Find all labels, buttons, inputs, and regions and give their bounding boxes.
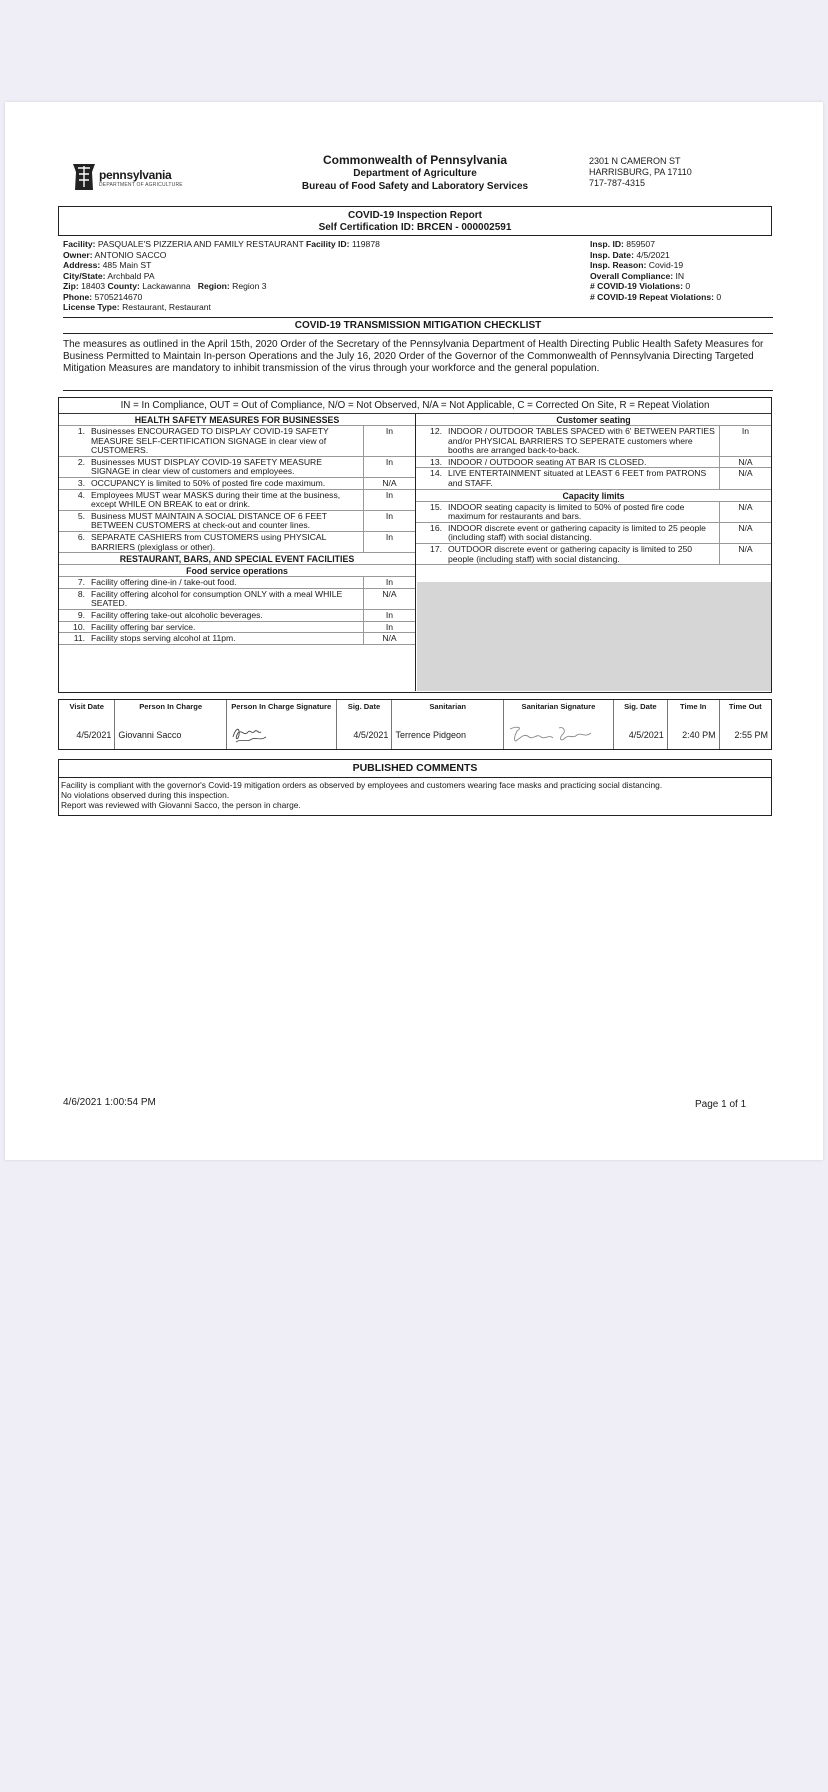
- divider: [63, 390, 773, 391]
- checklist-item: [416, 544, 771, 565]
- item-number: 6.: [77, 531, 85, 542]
- item-status: N/A: [363, 633, 415, 644]
- time-out: 2:55 PM: [734, 729, 768, 740]
- item-status: In: [363, 532, 415, 552]
- item-group: [416, 502, 771, 566]
- checklist-intro: The measures as outlined in the April 15th, 2020 Order of the Secretary of the Pennsylvania Department of Health Directing Public Health Safety Measures for Business Permitted to Maintain In-person Operations and the July 16, 2020 Order of the Governor of the Commonwealth of Pennsylvania Directing Targeted Mitigation Measures are mandatory to inhibit transmission of the virus through your workforce and the general population.: [63, 339, 764, 374]
- col-header: Sanitarian Signature: [504, 700, 614, 720]
- item-number: 16.: [430, 522, 442, 533]
- checklist-title: COVID-19 TRANSMISSION MITIGATION CHECKLIST: [294, 320, 542, 331]
- item-number: 17.: [430, 543, 442, 554]
- item-status: N/A: [719, 544, 771, 564]
- region: Region 3: [232, 281, 267, 291]
- item-number: 9.: [77, 609, 85, 620]
- page-number: Page 1 of 1: [695, 1099, 747, 1110]
- item-text: Business MUST MAINTAIN A SOCIAL DISTANCE OF 6 FEET BETWEEN CUSTOMERS at check-out and counter lines.: [91, 510, 327, 531]
- item-status: N/A: [719, 468, 771, 488]
- item-status: N/A: [719, 502, 771, 522]
- item-status: In: [363, 490, 415, 510]
- compliance-legend: IN = In Compliance, OUT = Out of Compliance, N/O = Not Observed, N/A = Not Applicable, C = Corrected On Site, R = Repeat Violation: [120, 400, 710, 411]
- zip: 18403: [81, 281, 106, 291]
- logo-wordmark: pennsylvania: [99, 168, 172, 182]
- col-header: Person In Charge: [115, 700, 227, 720]
- item-text: LIVE ENTERTAINMENT situated at LEAST 6 FEET from PATRONS and STAFF.: [448, 468, 707, 488]
- checklist-item: [416, 502, 771, 523]
- item-text: INDOOR discrete event or gathering capacity is limited to 25 people (including staff) with social distancing.: [448, 522, 706, 543]
- item-number: 10.: [73, 621, 85, 632]
- inspection-report-page: [5, 102, 823, 1160]
- checklist-item: [59, 589, 415, 610]
- col-header: Time In: [667, 700, 719, 720]
- checklist-item: [416, 468, 771, 489]
- checklist-item: [59, 532, 415, 553]
- inspection-info: Insp. ID: 859507 Insp. Date: 4/5/2021 Insp. Reason: Covid-19 Overall Compliance: IN # COVID-19 Violations: 0 # COVID-19 Repeat Violations: 0: [590, 239, 722, 302]
- facility-address: 485 Main ST: [102, 260, 152, 270]
- checklist-item: [59, 577, 415, 589]
- item-text: Facility offering bar service.: [91, 621, 196, 632]
- item-text: Facility offering alcohol for consumption ONLY with a meal WHILE SEATED.: [91, 588, 343, 609]
- comment-line: No violations observed during this inspection.: [61, 790, 230, 801]
- phone: 5705214670: [94, 291, 143, 302]
- divider: [63, 333, 773, 334]
- item-number: 7.: [77, 577, 85, 588]
- printed-timestamp: 4/6/2021 1:00:54 PM: [63, 1097, 156, 1108]
- sanitarian-signature: [504, 720, 614, 749]
- col-header: Sig. Date: [336, 700, 392, 720]
- item-number: 13.: [430, 456, 442, 467]
- report-title-box: [58, 206, 772, 236]
- col-header: Visit Date: [59, 700, 115, 720]
- checklist-right-column: [416, 414, 771, 565]
- comments-title: PUBLISHED COMMENTS: [59, 760, 771, 778]
- checklist-item: [416, 457, 771, 469]
- published-comments: [58, 759, 772, 816]
- violations-count: 0: [685, 281, 691, 291]
- self-certification-id: Self Certification ID: BRCEN - 000002591: [318, 222, 512, 233]
- item-number: 1.: [77, 426, 85, 436]
- logo-department: DEPARTMENT OF AGRICULTURE: [99, 182, 183, 188]
- item-number: 11.: [73, 633, 85, 644]
- item-number: 12.: [430, 426, 442, 436]
- col-header: Person In Charge Signature: [226, 700, 336, 720]
- item-status: In: [363, 511, 415, 531]
- item-text: OCCUPANCY is limited to 50% of posted fire code maximum.: [91, 477, 326, 488]
- owner-name: ANTONIO SACCO: [94, 249, 167, 260]
- bureau-address: [589, 156, 692, 189]
- signature-table: [58, 699, 772, 750]
- item-status: In: [719, 426, 771, 456]
- col-header: Sig. Date: [613, 700, 667, 720]
- address-line: HARRISBURG, PA 17110: [589, 167, 692, 177]
- facility-info: Facility: PASQUALE'S PIZZERIA AND FAMILY RESTAURANT Facility ID: 119878 Owner: ANTONIO SACCO Address: 485 Main ST City/State: Archbald PA Zip: 18403 County: Lackawanna Region: Region 3 Phone: 5705214670 License Type: Restaurant, Restaurant: [63, 239, 380, 312]
- item-text: Facility offering dine-in / take-out food.: [91, 577, 237, 588]
- col-header: Time Out: [728, 702, 762, 711]
- item-group: [416, 426, 771, 490]
- overall-compliance: IN: [675, 270, 685, 281]
- comment-line: Report was reviewed with Giovanni Sacco, the person in charge.: [61, 800, 301, 811]
- item-number: 5.: [77, 510, 85, 521]
- pa-agriculture-logo: [71, 162, 201, 194]
- col-header: Sanitarian: [392, 700, 504, 720]
- comment-line: Facility is compliant with the governor's Covid-19 mitigation orders as observed by employees and customers wearing face masks and practicing social distancing.: [61, 780, 663, 790]
- section-heading: RESTAURANT, BARS, AND SPECIAL EVENT FACILITIES: [59, 553, 415, 565]
- license-type: Restaurant, Restaurant: [122, 302, 211, 312]
- item-status: In: [363, 610, 415, 621]
- keystone-icon: [71, 162, 97, 192]
- item-number: 3.: [77, 477, 85, 488]
- item-number: 2.: [77, 456, 85, 467]
- checklist-item: [59, 426, 415, 457]
- checklist-item: [59, 633, 415, 645]
- item-number: 4.: [77, 489, 85, 500]
- section-heading: Customer seating: [416, 414, 771, 426]
- checklist-item: [59, 457, 415, 478]
- address-line: 2301 N CAMERON ST: [589, 156, 681, 166]
- item-status: In: [363, 457, 415, 477]
- address-line: 717-787-4315: [589, 178, 646, 188]
- time-in: 2:40 PM: [667, 720, 719, 749]
- handwritten-signature: [507, 723, 597, 745]
- mitigation-checklist: [58, 397, 772, 693]
- item-group: [59, 577, 415, 645]
- facility-name: PASQUALE'S PIZZERIA AND FAMILY RESTAURANT: [97, 239, 304, 249]
- handwritten-signature: [230, 723, 270, 745]
- item-status: N/A: [363, 478, 415, 489]
- county: Lackawanna: [142, 281, 191, 291]
- sanitarian-sig-date: 4/5/2021: [613, 720, 667, 749]
- item-text: Businesses MUST DISPLAY COVID-19 SAFETY MEASURE SIGNAGE in clear view of customers and employees.: [91, 456, 322, 477]
- item-text: Employees MUST wear MASKS during their time at the business, except WHILE ON BREAK to eat or drink.: [91, 489, 341, 510]
- item-status: N/A: [719, 523, 771, 543]
- checklist-item: [59, 478, 415, 490]
- facility-id: 119878: [351, 239, 380, 249]
- item-text: Facility offering take-out alcoholic beverages.: [91, 609, 263, 620]
- item-status: In: [363, 622, 415, 633]
- header-line3: Bureau of Food Safety and Laboratory Services: [301, 181, 529, 192]
- report-header: [235, 154, 595, 193]
- item-text: Businesses ENCOURAGED TO DISPLAY COVID-19 SAFETY MEASURE SELF-CERTIFICATION SIGNAGE in clear view of CUSTOMERS.: [91, 426, 329, 456]
- item-status: In: [363, 426, 415, 456]
- unused-area: [417, 582, 771, 691]
- pic-sig-date: 4/5/2021: [336, 720, 392, 749]
- item-number: 14.: [430, 468, 442, 479]
- visit-date: 4/5/2021: [59, 720, 115, 749]
- item-status: In: [363, 577, 415, 588]
- repeat-violations-count: 0: [716, 291, 722, 302]
- section-subheading: Food service operations: [59, 565, 415, 577]
- divider: [63, 317, 773, 318]
- item-text: INDOOR seating capacity is limited to 50% of posted fire code maximum for restaurants and bars.: [448, 501, 685, 522]
- checklist-item: [59, 490, 415, 511]
- city-state: Archbald PA: [107, 270, 155, 281]
- item-number: 15.: [430, 501, 442, 512]
- item-text: INDOOR / OUTDOOR seating AT BAR IS CLOSED.: [448, 456, 647, 467]
- inspection-date: 4/5/2021: [636, 249, 670, 260]
- item-text: OUTDOOR discrete event or gathering capacity is limited to 250 people (including staff) with social distancing.: [448, 543, 693, 564]
- header-line2: Department of Agriculture: [353, 168, 477, 179]
- inspection-reason: Covid-19: [648, 260, 684, 270]
- sanitarian: Terrence Pidgeon: [392, 720, 504, 749]
- checklist-item: [59, 622, 415, 634]
- item-number: 8.: [77, 588, 85, 599]
- section-heading: Capacity limits: [416, 490, 771, 502]
- checklist-item: [59, 511, 415, 532]
- item-group: [59, 426, 415, 553]
- item-status: N/A: [363, 589, 415, 609]
- item-status: N/A: [719, 457, 771, 468]
- header-line1: Commonwealth of Pennsylvania: [322, 153, 508, 167]
- checklist-item: [416, 523, 771, 544]
- section-heading: HEALTH SAFETY MEASURES FOR BUSINESSES: [59, 414, 415, 426]
- item-text: INDOOR / OUTDOOR TABLES SPACED with 6' BETWEEN PARTIES and/or PHYSICAL BARRIERS TO SEPERATE customers where booths are arranged back-to-back.: [448, 426, 715, 456]
- item-text: SEPARATE CASHIERS from CUSTOMERS using PHYSICAL BARRIERS (plexiglass or other).: [91, 531, 327, 552]
- report-title: COVID-19 Inspection Report: [348, 210, 482, 221]
- comments-body: [59, 778, 771, 813]
- checklist-item: [59, 610, 415, 622]
- inspection-id: 859507: [626, 239, 655, 249]
- person-in-charge: Giovanni Sacco: [115, 720, 227, 749]
- checklist-item: [416, 426, 771, 457]
- checklist-left-column: [59, 414, 415, 645]
- item-text: Facility stops serving alcohol at 11pm.: [91, 633, 236, 644]
- pic-signature: [226, 720, 336, 749]
